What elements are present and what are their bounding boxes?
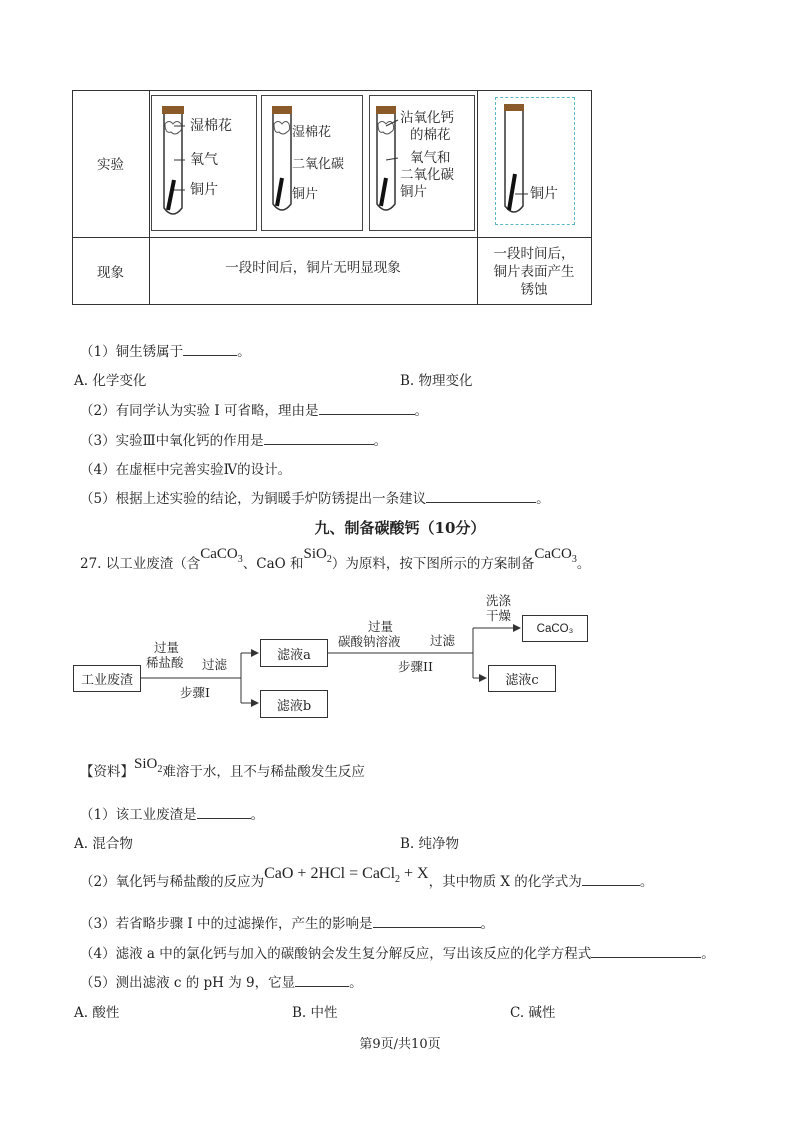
phenomenon-4-line-2: 铜片表面产生: [493, 264, 575, 280]
phenomenon-4-line-1: 一段时间后，: [493, 246, 575, 262]
tube-1-label-cotton: 湿棉花: [190, 118, 232, 134]
answer-blank[interactable]: [591, 945, 701, 958]
box-filtrate-a: 滤液a: [260, 639, 328, 667]
label-step-1: 步骤I: [180, 685, 210, 700]
tube-3-label-cotton-2: 的棉花: [410, 127, 451, 143]
phenomenon-4-line-3: 锈蚀: [520, 282, 548, 298]
tube-4-label-copper: 铜片: [530, 186, 558, 202]
question-1-4: （4）在虚框中完善实验Ⅳ的设计。: [80, 462, 292, 478]
question-1-1: （1）铜生锈属于 。: [80, 344, 251, 360]
formula-caco3-target: CaCO$_3$: [534, 546, 577, 565]
label-sodium-carbonate: 碳酸钠溶液: [338, 634, 401, 649]
answer-blank[interactable]: [295, 974, 349, 987]
question-27-stem: 27. 以工业废渣（含CaCO$_3$、CaO 和SiO$_2$）为原料，按下图所示的方案制备CaCO$_3$。: [80, 546, 591, 572]
question-27-5-option-c[interactable]: C. 碱性: [510, 1005, 556, 1021]
tube-1-label-gas: 氧气: [190, 152, 218, 168]
answer-blank[interactable]: [582, 873, 640, 886]
answer-blank[interactable]: [197, 806, 251, 819]
question-1-1-option-a[interactable]: A. 化学变化: [74, 373, 147, 389]
label-excess-2: 过量: [368, 619, 394, 634]
section-title: 九、制备碳酸钙（10分）: [314, 519, 486, 537]
box-filtrate-b: 滤液b: [260, 690, 328, 718]
label-excess-1: 过量: [154, 640, 180, 655]
question-27-1-option-b[interactable]: B. 纯净物: [400, 836, 460, 852]
info-note: 【资料】SiO$_2$难溶于水，且不与稀盐酸发生反应: [80, 756, 365, 780]
box-industrial-waste: 工业废渣: [73, 665, 141, 692]
question-1-1-option-b[interactable]: B. 物理变化: [400, 373, 473, 389]
phenomenon-experiments-1-3: 一段时间后，铜片无明显现象: [225, 260, 401, 276]
row-label-phenomenon: 现象: [97, 265, 124, 281]
question-27-5-option-b[interactable]: B. 中性: [292, 1005, 338, 1021]
question-27-1: （1）该工业废渣是 。: [80, 807, 265, 823]
tube-3-label-gas-2: 二氧化碳: [400, 167, 454, 183]
label-dilute-hcl: 稀盐酸: [146, 655, 184, 670]
question-27-2: （2）氧化钙与稀盐酸的反应为CaO + 2HCl = CaCl$_2$ + X，其中物质 X 的化学式为 。: [80, 865, 654, 890]
box-caco3-product: CaCO₃: [522, 615, 588, 642]
tube-3-label-gas-1: 氧气和: [410, 150, 451, 166]
question-27-5: （5）测出滤液 c 的 pH 为 9，它显 。: [80, 975, 363, 991]
tube-2-label-cotton: 湿棉花: [292, 125, 332, 140]
label-dry: 干燥: [486, 608, 512, 623]
box-filtrate-c: 滤液c: [488, 665, 556, 692]
question-1-5: （5）根据上述实验的结论，为铜暖手炉防锈提出一条建议 。: [80, 491, 550, 507]
formula-sio2: SiO$_2$: [303, 546, 332, 565]
row-label-experiment: 实验: [97, 157, 124, 173]
question-1-2: （2）有同学认为实验 I 可省略，理由是 。: [80, 403, 429, 419]
label-filter-1: 过滤: [202, 657, 228, 672]
equation-cao-hcl: CaO + 2HCl = CaCl$_2$ + X: [264, 865, 429, 886]
question-27-5-option-a[interactable]: A. 酸性: [74, 1005, 120, 1021]
tube-2-label-copper: 铜片: [292, 187, 319, 202]
label-filter-2: 过滤: [430, 633, 456, 648]
question-27-3: （3）若省略步骤 I 中的过滤操作，产生的影响是 。: [80, 916, 495, 932]
tube-2-label-gas: 二氧化碳: [292, 157, 345, 172]
question-27-4: （4）滤液 a 中的氯化钙与加入的碳酸钠会发生复分解反应，写出该反应的化学方程式 。: [80, 946, 715, 962]
formula-caco3: CaCO$_3$: [200, 546, 243, 565]
answer-blank[interactable]: [373, 915, 481, 928]
page-footer: 第9页/共10页: [359, 1037, 441, 1052]
question-1-3: （3）实验Ⅲ中氧化钙的作用是 。: [80, 433, 388, 449]
tube-3-label-copper: 铜片: [400, 184, 427, 200]
formula-sio2-info: SiO$_2$: [134, 756, 163, 775]
tube-3-label-cotton-1: 沾氧化钙: [400, 110, 454, 126]
tube-1-label-copper: 铜片: [190, 182, 218, 198]
label-wash: 洗涤: [486, 593, 512, 608]
label-step-2: 步骤II: [398, 659, 433, 674]
question-27-1-option-a[interactable]: A. 混合物: [74, 836, 133, 852]
